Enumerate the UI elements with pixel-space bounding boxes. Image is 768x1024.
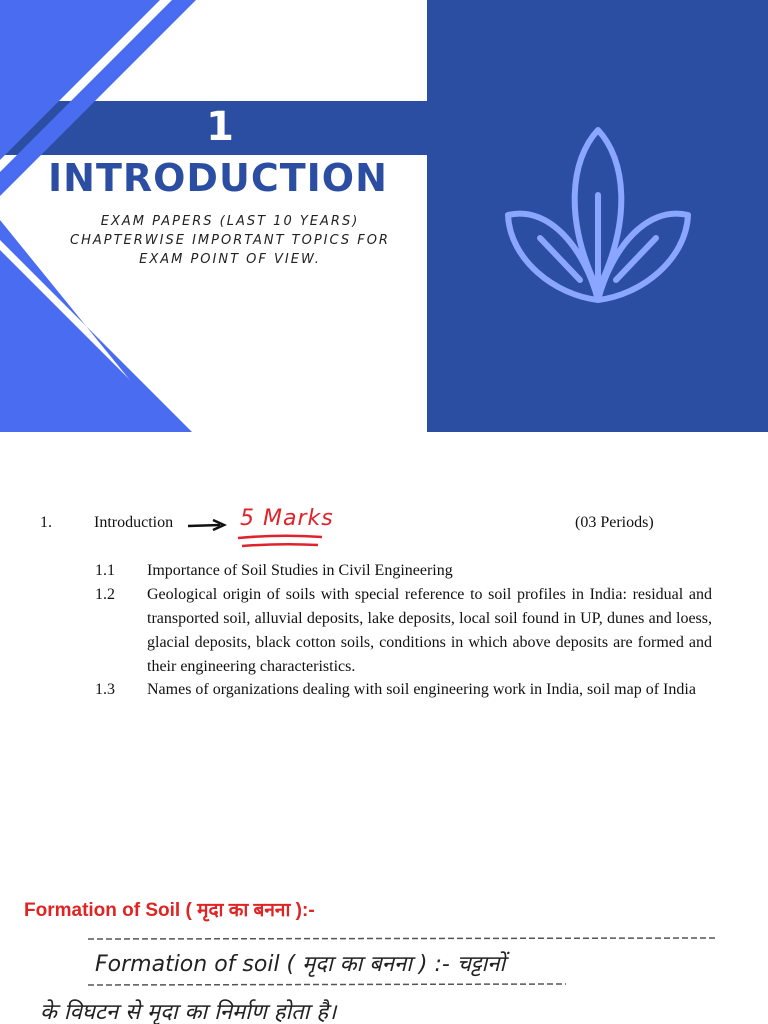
subtitle-line: EXAM PAPERS (LAST 10 YEARS) <box>100 214 360 229</box>
handwritten-marks-note: 5 Marks <box>240 506 334 531</box>
item-number: 1.3 <box>95 681 115 698</box>
ruled-line <box>88 982 568 988</box>
arrow-icon <box>186 518 228 532</box>
leaf-icon <box>500 120 700 310</box>
handwritten-line: Formation of soil ( मृदा का बनना ) :- चट्टानों <box>95 952 506 977</box>
item-number: 1.1 <box>95 562 115 579</box>
item-text: Geological origin of soils with special reference to soil profiles in India: residual and transported soil, alluvial deposits, lake deposits, local soil found in UP, dunes and loess, glacial deposits, black cotton soils, conditions in which above deposits are formed and their engineering characteristics. <box>147 586 712 675</box>
unit-number: 1. <box>40 514 52 531</box>
subtitle-line: EXAM POINT OF VIEW. <box>139 252 321 267</box>
subtitle-line: CHAPTERWISE IMPORTANT TOPICS FOR <box>70 233 390 248</box>
chapter-number: 1 <box>206 104 234 150</box>
unit-title: Introduction <box>94 514 174 531</box>
unit-periods: (03 Periods) <box>575 514 654 531</box>
item-number: 1.2 <box>95 586 115 603</box>
item-text: Importance of Soil Studies in Civil Engineering <box>147 562 453 579</box>
chapter-subtitle <box>40 212 420 269</box>
handwritten-notes <box>0 930 768 1024</box>
chapter-banner <box>0 0 768 432</box>
underline-mark <box>236 534 326 550</box>
item-text: Names of organizations dealing with soil engineering work in India, soil map of India <box>147 681 696 698</box>
ruled-line <box>88 936 718 942</box>
chapter-title: INTRODUCTION <box>48 156 388 200</box>
handwritten-line: के विघटन से मृदा का निर्माण होता है। <box>40 1000 337 1024</box>
section-heading: Formation of Soil ( मृदा का बनना ):- <box>24 900 315 921</box>
